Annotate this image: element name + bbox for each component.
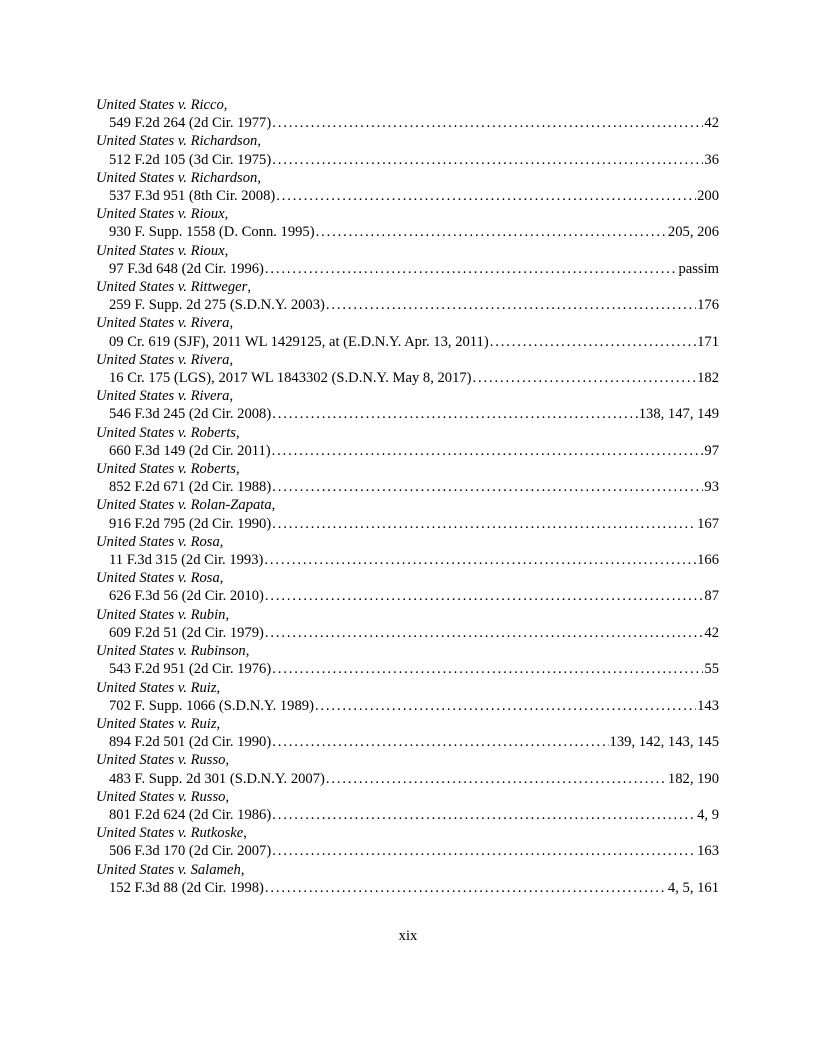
case-name-punctuation: , — [219, 570, 224, 587]
case-name-punctuation: , — [225, 788, 230, 805]
page-references: 171 — [697, 333, 719, 350]
case-name-line — [96, 278, 719, 296]
case-name-punctuation: , — [216, 679, 221, 696]
citation-line — [96, 114, 719, 132]
case-name-line — [96, 351, 719, 369]
citation: 546 F.3d 245 (2d Cir. 2008) — [109, 406, 272, 423]
case-name: United States v. Roberts — [96, 461, 236, 478]
case-name-punctuation: , — [235, 424, 240, 441]
case-name-punctuation: , — [225, 752, 230, 769]
page-references: 163 — [697, 843, 719, 860]
case-name-line — [96, 861, 719, 879]
dot-leader — [272, 515, 696, 533]
case-name: United States v. Rivera — [96, 388, 230, 405]
case-name: United States v. Richardson — [96, 133, 258, 150]
authority-entry — [96, 751, 719, 787]
dot-leader — [272, 478, 703, 496]
page-references: 176 — [697, 297, 719, 314]
authority-entry — [96, 351, 719, 387]
authority-entry — [96, 788, 719, 824]
citation: 609 F.2d 51 (2d Cir. 1979) — [109, 624, 264, 641]
dot-leader — [265, 624, 703, 642]
citation-line — [96, 260, 719, 278]
dot-leader — [490, 333, 696, 351]
case-name-punctuation: , — [243, 825, 247, 842]
citation-line — [96, 369, 719, 387]
dot-leader — [272, 114, 703, 132]
authority-entry — [96, 861, 719, 897]
case-name-line — [96, 424, 719, 442]
authority-entry — [96, 496, 719, 532]
case-name-punctuation: , — [247, 279, 251, 296]
page-references: 55 — [704, 661, 719, 678]
case-name-punctuation: , — [257, 169, 261, 186]
dot-leader — [276, 187, 696, 205]
authority-entry — [96, 205, 719, 241]
case-name-punctuation: , — [216, 715, 221, 732]
dot-leader — [316, 223, 667, 241]
case-name-punctuation: , — [224, 242, 229, 259]
citation-line — [96, 770, 719, 788]
case-name: United States v. Salameh — [96, 861, 241, 878]
case-name-line — [96, 569, 719, 587]
case-name: United States v. Rosa — [96, 570, 220, 587]
case-name: United States v. Rubinson — [96, 643, 246, 660]
case-name-punctuation: , — [257, 133, 261, 150]
case-name-line — [96, 679, 719, 697]
citation: 660 F.3d 149 (2d Cir. 2011) — [109, 442, 271, 459]
authority-entry — [96, 96, 719, 132]
authority-entry — [96, 606, 719, 642]
dot-leader — [326, 770, 667, 788]
case-name-line — [96, 314, 719, 332]
case-name: United States v. Rivera — [96, 315, 230, 332]
citation-line — [96, 697, 719, 715]
citation-line — [96, 187, 719, 205]
case-name: United States v. Rivera — [96, 351, 230, 368]
page-references: passim — [678, 260, 719, 277]
authority-entry — [96, 314, 719, 350]
citation-line — [96, 296, 719, 314]
dot-leader — [272, 660, 703, 678]
page-references: 166 — [697, 552, 719, 569]
authority-entry — [96, 278, 719, 314]
case-name-line — [96, 533, 719, 551]
authority-entry — [96, 424, 719, 460]
page-references: 205, 206 — [667, 224, 719, 241]
case-name-line — [96, 242, 719, 260]
case-name-line — [96, 751, 719, 769]
page-references: 87 — [704, 588, 719, 605]
citation: 537 F.3d 951 (8th Cir. 2008) — [109, 188, 276, 205]
citation-line — [96, 551, 719, 569]
page-references: 182 — [697, 370, 719, 387]
page-references: 182, 190 — [667, 770, 719, 787]
citation-line — [96, 660, 719, 678]
case-name: United States v. Rioux, — [96, 206, 229, 223]
page-references: 36 — [704, 151, 719, 168]
authority-entry — [96, 242, 719, 278]
dot-leader — [315, 697, 696, 715]
case-name-punctuation: , — [240, 861, 245, 878]
page-references: 93 — [704, 479, 719, 496]
page-references: 4, 9 — [697, 806, 719, 823]
dot-leader — [265, 260, 678, 278]
case-name: United States v. Rutkoske — [96, 825, 244, 842]
dot-leader — [272, 806, 696, 824]
case-name-line — [96, 205, 719, 223]
page-references: 42 — [704, 624, 719, 641]
case-name-punctuation: , — [223, 97, 228, 113]
case-name: United States v. Ruiz — [96, 679, 217, 696]
dot-leader — [272, 733, 608, 751]
case-name: United States v. Rubin — [96, 606, 226, 623]
citation: 483 F. Supp. 2d 301 (S.D.N.Y. 2007) — [109, 770, 325, 787]
case-name: United States v. Russo — [96, 752, 226, 769]
citation-line — [96, 405, 719, 423]
authority-entry — [96, 715, 719, 751]
case-name-punctuation: , — [245, 643, 250, 660]
citation: 916 F.2d 795 (2d Cir. 1990) — [109, 515, 272, 532]
page-references: 4, 5, 161 — [667, 879, 719, 896]
case-name: United States v. Ricco — [96, 97, 224, 113]
authority-entry — [96, 387, 719, 423]
page-references: 97 — [704, 442, 719, 459]
page-references: 200 — [697, 188, 719, 205]
citation: 259 F. Supp. 2d 275 (S.D.N.Y. 2003) — [109, 297, 325, 314]
case-name-line — [96, 788, 719, 806]
case-name: United States v. Roberts — [96, 424, 236, 441]
citation: 894 F.2d 501 (2d Cir. 1990) — [109, 734, 272, 751]
citation-line — [96, 223, 719, 241]
dot-leader — [265, 879, 667, 897]
case-name: United States v. Russo — [96, 788, 226, 805]
case-name-line — [96, 169, 719, 187]
authority-entry — [96, 460, 719, 496]
case-name: United States v. Ruiz — [96, 715, 217, 732]
dot-leader — [272, 151, 703, 169]
dot-leader — [265, 587, 703, 605]
case-name-line — [96, 387, 719, 405]
case-name-punctuation: , — [229, 351, 234, 368]
citation: 512 F.2d 105 (3d Cir. 1975) — [109, 151, 272, 168]
dot-leader — [272, 405, 638, 423]
citation-line — [96, 624, 719, 642]
citation-line — [96, 806, 719, 824]
citation: 152 F.3d 88 (2d Cir. 1998) — [109, 879, 264, 896]
table-of-authorities — [96, 96, 719, 897]
case-name-punctuation: , — [235, 461, 240, 478]
citation-line — [96, 587, 719, 605]
page-references: 139, 142, 143, 145 — [609, 734, 719, 751]
authority-entry — [96, 169, 719, 205]
authority-entry — [96, 533, 719, 569]
page-references: 167 — [697, 515, 719, 532]
citation-line — [96, 442, 719, 460]
case-name: United States v. Rolan-Zapata — [96, 497, 272, 514]
citation-line — [96, 733, 719, 751]
case-name-line — [96, 132, 719, 150]
page-references: 138, 147, 149 — [638, 406, 719, 423]
case-name-line — [96, 824, 719, 842]
page-references: 143 — [697, 697, 719, 714]
citation: 549 F.2d 264 (2d Cir. 1977) — [109, 115, 272, 132]
case-name-punctuation: , — [271, 497, 276, 514]
citation: 852 F.2d 671 (2d Cir. 1988) — [109, 479, 272, 496]
authority-entry — [96, 132, 719, 168]
case-name: United States v. Rittweger — [96, 279, 248, 296]
citation: 930 F. Supp. 1558 (D. Conn. 1995) — [109, 224, 315, 241]
citation: 626 F.3d 56 (2d Cir. 2010) — [109, 588, 264, 605]
case-name-line — [96, 496, 719, 514]
case-name-punctuation: , — [229, 388, 234, 405]
authority-entry — [96, 569, 719, 605]
case-name-punctuation: , — [219, 533, 224, 550]
case-name: United States v. Richardson — [96, 169, 258, 186]
citation-line — [96, 151, 719, 169]
authority-entry — [96, 824, 719, 860]
dot-leader — [473, 369, 697, 387]
dot-leader — [272, 442, 704, 460]
citation-line — [96, 333, 719, 351]
citation: 702 F. Supp. 1066 (S.D.N.Y. 1989) — [109, 697, 314, 714]
page-references: 42 — [704, 115, 719, 132]
citation-line — [96, 478, 719, 496]
case-name-line — [96, 642, 719, 660]
citation: 16 Cr. 175 (LGS), 2017 WL 1843302 (S.D.N.Y. May 8, 2017) — [109, 370, 472, 387]
citation-line — [96, 515, 719, 533]
case-name-line — [96, 96, 719, 114]
dot-leader — [326, 296, 696, 314]
citation: 543 F.2d 951 (2d Cir. 1976) — [109, 661, 272, 678]
citation: 97 F.3d 648 (2d Cir. 1996) — [109, 260, 264, 277]
citation: 11 F.3d 315 (2d Cir. 1993) — [109, 552, 264, 569]
dot-leader — [272, 842, 696, 860]
case-name-punctuation: , — [225, 606, 230, 623]
citation: 506 F.3d 170 (2d Cir. 2007) — [109, 843, 272, 860]
citation-line — [96, 879, 719, 897]
case-name-line — [96, 460, 719, 478]
case-name-line — [96, 715, 719, 733]
case-name: United States v. Rosa — [96, 533, 220, 550]
citation: 09 Cr. 619 (SJF), 2011 WL 1429125, at (E.D.N.Y. Apr. 13, 2011) — [109, 333, 489, 350]
case-name-punctuation: , — [229, 315, 234, 332]
citation-line — [96, 842, 719, 860]
page-number: xix — [398, 928, 418, 944]
dot-leader — [264, 551, 696, 569]
authority-entry — [96, 679, 719, 715]
citation: 801 F.2d 624 (2d Cir. 1986) — [109, 806, 272, 823]
case-name-line — [96, 606, 719, 624]
case-name: United States v. Rioux — [96, 242, 225, 259]
authority-entry — [96, 642, 719, 678]
